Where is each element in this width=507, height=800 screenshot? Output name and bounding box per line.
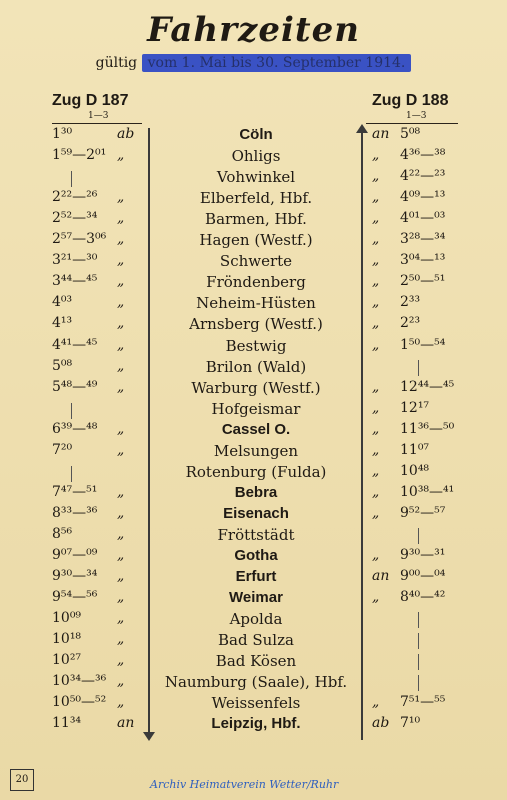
right-time: 9⁰⁰—⁰⁴ [400, 568, 446, 585]
station-name: Bad Kösen [215, 652, 297, 671]
right-time: 7¹⁰ [400, 715, 421, 732]
right-marker: „ [372, 273, 380, 290]
station-name: Gotha [234, 547, 278, 564]
right-marker: „ [372, 231, 380, 248]
right-marker: „ [372, 462, 380, 479]
left-time: 1³⁰ [52, 126, 73, 142]
right-marker: „ [372, 504, 380, 521]
left-time: 5⁰⁸ [52, 357, 73, 374]
right-marker: „ [372, 589, 380, 606]
left-marker: „ [117, 420, 125, 437]
station-name: Melsungen [213, 441, 299, 460]
station-name: Fröttstädt [217, 525, 295, 544]
left-marker: „ [117, 378, 125, 395]
right-time: 3²⁸—³⁴ [400, 231, 446, 248]
right-marker: „ [372, 420, 380, 437]
left-marker: „ [117, 357, 125, 374]
station-name: Cöln [239, 126, 273, 143]
right-marker: „ [372, 378, 380, 395]
timetable-row [0, 126, 507, 147]
no-stop-tick [71, 466, 72, 482]
left-marker: „ [117, 694, 125, 711]
right-header-rule [366, 123, 458, 124]
page-number: 20 [10, 769, 34, 791]
left-marker: ab [117, 126, 135, 142]
timetable-row [0, 652, 507, 673]
right-marker: „ [372, 399, 380, 416]
validity-struck-text: vom 1. Mai bis 30. September 1914. [142, 54, 412, 72]
timetable-row [0, 715, 507, 736]
no-stop-tick [418, 633, 419, 649]
right-time: 9⁵²—⁵⁷ [400, 504, 446, 521]
station-name: Weissenfels [211, 694, 301, 713]
station-name: Elberfeld, Hbf. [199, 189, 313, 208]
right-marker: „ [372, 483, 380, 500]
left-marker: „ [117, 547, 125, 563]
right-marker: „ [372, 336, 380, 353]
left-time: 5⁴⁸—⁴⁹ [52, 378, 98, 395]
station-name: Rotenburg (Fulda) [185, 462, 327, 481]
no-stop-tick [71, 171, 72, 187]
timetable-row [0, 526, 507, 547]
right-marker: an [372, 568, 390, 585]
timetable-row [0, 379, 507, 400]
left-time: 10³⁴—³⁶ [52, 673, 107, 690]
right-marker: „ [372, 294, 380, 311]
timetable-row [0, 273, 507, 294]
right-marker: „ [372, 694, 380, 711]
timetable-row [0, 610, 507, 631]
station-name: Leipzig, Hbf. [211, 715, 301, 733]
right-time: 12⁴⁴—⁴⁵ [400, 378, 455, 395]
left-time: 4⁰³ [52, 294, 73, 311]
page-title: Fahrzeiten [147, 10, 360, 50]
right-marker: ab [372, 715, 390, 732]
station-name: Apolda [229, 610, 283, 629]
station-name: Fröndenberg [206, 273, 306, 292]
timetable-row [0, 505, 507, 526]
station-name: Arnsberg (Westf.) [189, 315, 323, 334]
left-time: 1⁵⁹—2⁰¹ [52, 147, 107, 164]
left-marker: „ [117, 210, 125, 227]
station-name: Weimar [229, 589, 283, 607]
left-marker: „ [117, 631, 125, 648]
right-marker: „ [372, 210, 380, 227]
right-train-classes: 1—3 [406, 111, 427, 121]
right-time: 10³⁸—⁴¹ [400, 483, 455, 500]
timetable-row [0, 421, 507, 442]
station-name: Eisenach [223, 504, 289, 522]
left-time: 3⁴⁴—⁴⁵ [52, 273, 98, 290]
right-train-header: Zug D 188 [372, 92, 449, 109]
right-marker: „ [372, 315, 380, 332]
left-time: 4⁴¹—⁴⁵ [52, 336, 98, 353]
left-time: 10⁵⁰—⁵² [52, 694, 107, 711]
right-marker: „ [372, 168, 380, 185]
left-time: 11³⁴ [52, 715, 82, 732]
timetable-row [0, 547, 507, 568]
right-marker: „ [372, 441, 380, 458]
right-marker: „ [372, 547, 380, 563]
left-marker: „ [117, 252, 125, 269]
right-time: 4⁰⁹—¹³ [400, 189, 446, 206]
timetable-row [0, 463, 507, 484]
left-train-classes: 1—3 [88, 111, 109, 121]
right-time: 12¹⁷ [400, 399, 430, 416]
right-time: 7⁵¹—⁵⁵ [400, 694, 446, 711]
timetable-row [0, 631, 507, 652]
left-time: 2²²—²⁶ [52, 189, 98, 206]
left-marker: „ [117, 652, 125, 669]
timetable-row [0, 210, 507, 231]
archive-note: Archiv Heimatverein Wetter/Ruhr [150, 778, 339, 791]
right-time: 4²²—²³ [400, 168, 446, 185]
station-name: Schwerte [219, 252, 293, 271]
timetable-row [0, 442, 507, 463]
no-stop-tick [418, 654, 419, 670]
left-time: 9⁵⁴—⁵⁶ [52, 589, 98, 606]
left-train-header: Zug D 187 [52, 92, 129, 109]
timetable-row [0, 337, 507, 358]
station-name: Hofgeismar [211, 399, 301, 418]
right-time: 2³³ [400, 294, 421, 311]
left-marker: „ [117, 231, 125, 248]
no-stop-tick [71, 403, 72, 419]
left-time: 8⁵⁶ [52, 525, 73, 542]
left-marker: „ [117, 273, 125, 290]
right-marker: an [372, 126, 390, 142]
right-marker: „ [372, 147, 380, 164]
left-marker: „ [117, 294, 125, 311]
left-time: 9³⁰—³⁴ [52, 568, 98, 585]
right-marker: „ [372, 189, 380, 206]
left-time: 10¹⁸ [52, 631, 82, 648]
right-time: 1⁵⁰—⁵⁴ [400, 336, 446, 353]
station-name: Brilon (Wald) [205, 357, 307, 376]
timetable-row [0, 315, 507, 336]
left-time: 9⁰⁷—⁰⁹ [52, 547, 98, 563]
right-marker: „ [372, 252, 380, 269]
left-marker: „ [117, 610, 125, 627]
timetable-row [0, 400, 507, 421]
right-time: 8⁴⁰—⁴² [400, 589, 446, 606]
left-time: 6³⁹—⁴⁸ [52, 420, 98, 437]
right-time: 4⁰¹—⁰³ [400, 210, 446, 227]
right-time: 5⁰⁸ [400, 126, 421, 142]
right-time: 10⁴⁸ [400, 462, 430, 479]
right-time: 2⁵⁰—⁵¹ [400, 273, 446, 290]
no-stop-tick [418, 675, 419, 691]
left-marker: „ [117, 441, 125, 458]
left-time: 3²¹—³⁰ [52, 252, 98, 269]
right-time: 11⁰⁷ [400, 441, 430, 458]
timetable-row [0, 168, 507, 189]
timetable-row [0, 589, 507, 610]
left-marker: an [117, 715, 135, 732]
timetable-row [0, 231, 507, 252]
timetable-row [0, 252, 507, 273]
station-name: Erfurt [235, 568, 277, 586]
left-marker: „ [117, 315, 125, 332]
right-time: 3⁰⁴—¹³ [400, 252, 446, 269]
left-marker: „ [117, 504, 125, 521]
left-header-rule [52, 123, 142, 124]
station-name: Warburg (Westf.) [191, 378, 321, 397]
left-time: 2⁵²—³⁴ [52, 210, 98, 227]
left-time: 10⁰⁹ [52, 610, 82, 627]
left-marker: „ [117, 673, 125, 690]
timetable-row [0, 189, 507, 210]
right-time: 9³⁰—³¹ [400, 547, 446, 563]
station-name: Hagen (Westf.) [199, 231, 313, 250]
left-time: 2⁵⁷—3⁰⁶ [52, 231, 107, 248]
station-name: Ohligs [231, 147, 281, 166]
station-name: Bebra [234, 483, 278, 501]
left-time: 7⁴⁷—⁵¹ [52, 483, 98, 500]
timetable-row [0, 673, 507, 694]
station-name: Neheim-Hüsten [196, 294, 316, 313]
validity-line [0, 55, 507, 71]
station-name: Vohwinkel [216, 168, 296, 187]
left-marker: „ [117, 568, 125, 585]
right-time: 2²³ [400, 315, 421, 332]
left-marker: „ [117, 525, 125, 542]
right-time: 11³⁶—⁵⁰ [400, 420, 455, 437]
left-marker: „ [117, 147, 125, 164]
station-name: Cassel O. [221, 420, 291, 438]
timetable-row [0, 358, 507, 379]
station-name: Bad Sulza [218, 631, 294, 650]
timetable-row [0, 568, 507, 589]
left-time: 4¹³ [52, 315, 73, 332]
left-time: 10²⁷ [52, 652, 82, 669]
right-time: 4³⁶—³⁸ [400, 147, 446, 164]
left-time: 8³³—³⁶ [52, 504, 98, 521]
no-stop-tick [418, 528, 419, 544]
no-stop-tick [418, 612, 419, 628]
station-name: Bestwig [225, 336, 287, 355]
timetable-row [0, 484, 507, 505]
station-name: Barmen, Hbf. [205, 210, 307, 229]
timetable-row [0, 694, 507, 715]
left-time: 7²⁰ [52, 441, 73, 458]
left-marker: „ [117, 189, 125, 206]
no-stop-tick [418, 360, 419, 376]
left-marker: „ [117, 589, 125, 606]
left-marker: „ [117, 336, 125, 353]
timetable-row [0, 147, 507, 168]
left-marker: „ [117, 483, 125, 500]
validity-prefix: gültig [95, 55, 138, 71]
station-name: Naumburg (Saale), Hbf. [164, 673, 348, 692]
timetable-row [0, 294, 507, 315]
